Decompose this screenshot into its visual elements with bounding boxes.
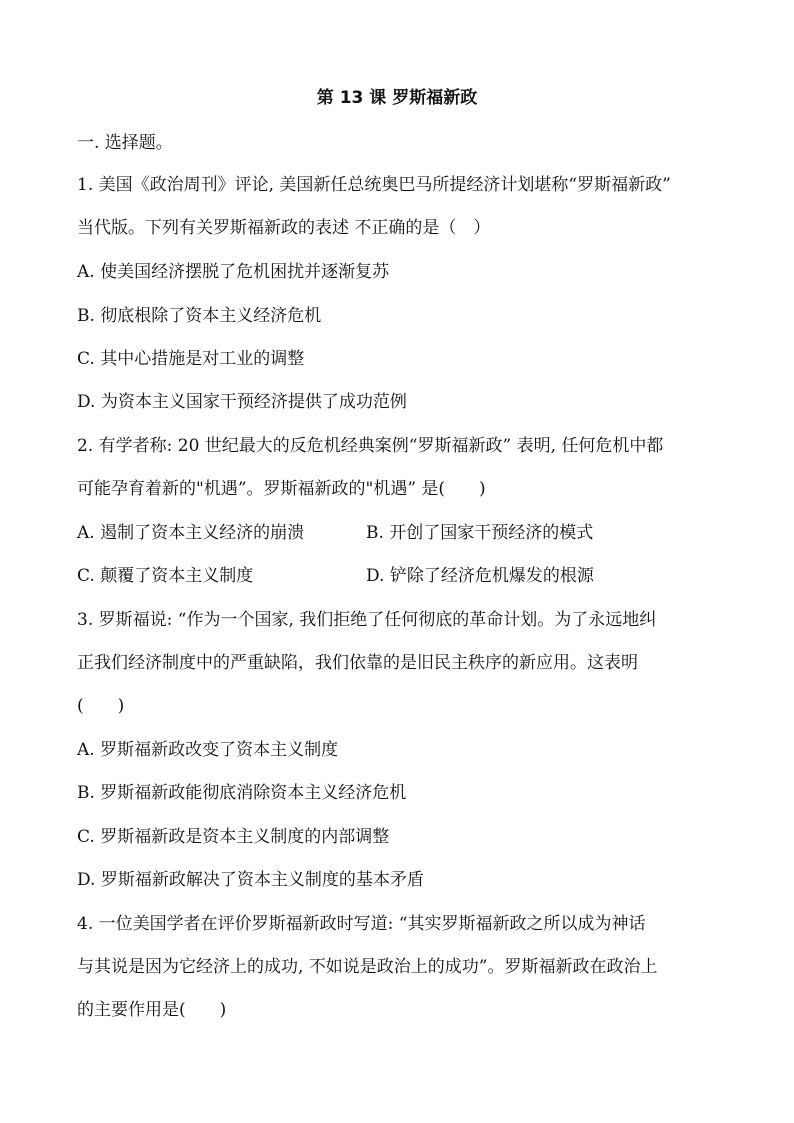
question-2-line-2: 可能孕育着新的"机遇”。罗斯福新政的"机遇” 是( ) bbox=[77, 479, 486, 499]
section-heading: 一. 选择题。 bbox=[77, 133, 173, 153]
question-3-option-a: A. 罗斯福新政改变了资本主义制度 bbox=[77, 740, 339, 760]
question-2-option-a: A. 遏制了资本主义经济的崩溃 bbox=[77, 523, 305, 543]
question-3-option-b: B. 罗斯福新政能彻底消除资本主义经济危机 bbox=[77, 783, 407, 803]
question-3-line-1: 3. 罗斯福说: “作为一个国家, 我们拒绝了任何彻底的革命计划。为了永远地纠 bbox=[77, 610, 657, 630]
question-2-option-b: B. 开创了国家干预经济的模式 bbox=[366, 523, 594, 543]
question-3-option-c: C. 罗斯福新政是资本主义制度的内部调整 bbox=[77, 827, 390, 847]
question-3-line-3: ( ) bbox=[77, 696, 125, 716]
question-3-option-d: D. 罗斯福新政解决了资本主义制度的基本矛盾 bbox=[77, 870, 424, 890]
question-1-option-a: A. 使美国经济摆脱了危机困扰并逐渐复苏 bbox=[77, 262, 390, 282]
question-4-line-1: 4. 一位美国学者在评价罗斯福新政时写道: “其实罗斯福新政之所以成为神话 bbox=[77, 914, 646, 934]
question-4-line-3: 的主要作用是( ) bbox=[77, 1000, 227, 1020]
question-1-option-c: C. 其中心措施是对工业的调整 bbox=[77, 349, 305, 369]
page-title: 第 13 课 罗斯福新政 bbox=[316, 88, 478, 108]
question-1-option-b: B. 彻底根除了资本主义经济危机 bbox=[77, 306, 322, 326]
question-3-line-2: 正我们经济制度中的严重缺陷，我们依靠的是旧民主秩序的新应用。这表明 bbox=[77, 653, 638, 673]
question-2-option-c: C. 颠覆了资本主义制度 bbox=[77, 566, 254, 586]
question-2-option-d: D. 铲除了经济危机爆发的根源 bbox=[366, 566, 594, 586]
question-1-option-d: D. 为资本主义国家干预经济提供了成功范例 bbox=[77, 392, 407, 412]
question-1-line-1: 1. 美国《政治周刊》评论, 美国新任总统奥巴马所提经济计划堪称“罗斯福新政” bbox=[77, 175, 671, 195]
question-2-line-1: 2. 有学者称: 20 世纪最大的反危机经典案例“罗斯福新政” 表明, 任何危机中都 bbox=[77, 436, 664, 456]
question-1-line-2: 当代版。下列有关罗斯福新政的表述 不正确的是（ ） bbox=[77, 218, 491, 238]
question-4-line-2: 与其说是因为它经济上的成功, 不如说是政治上的成功”。罗斯福新政在政治上 bbox=[77, 957, 658, 977]
